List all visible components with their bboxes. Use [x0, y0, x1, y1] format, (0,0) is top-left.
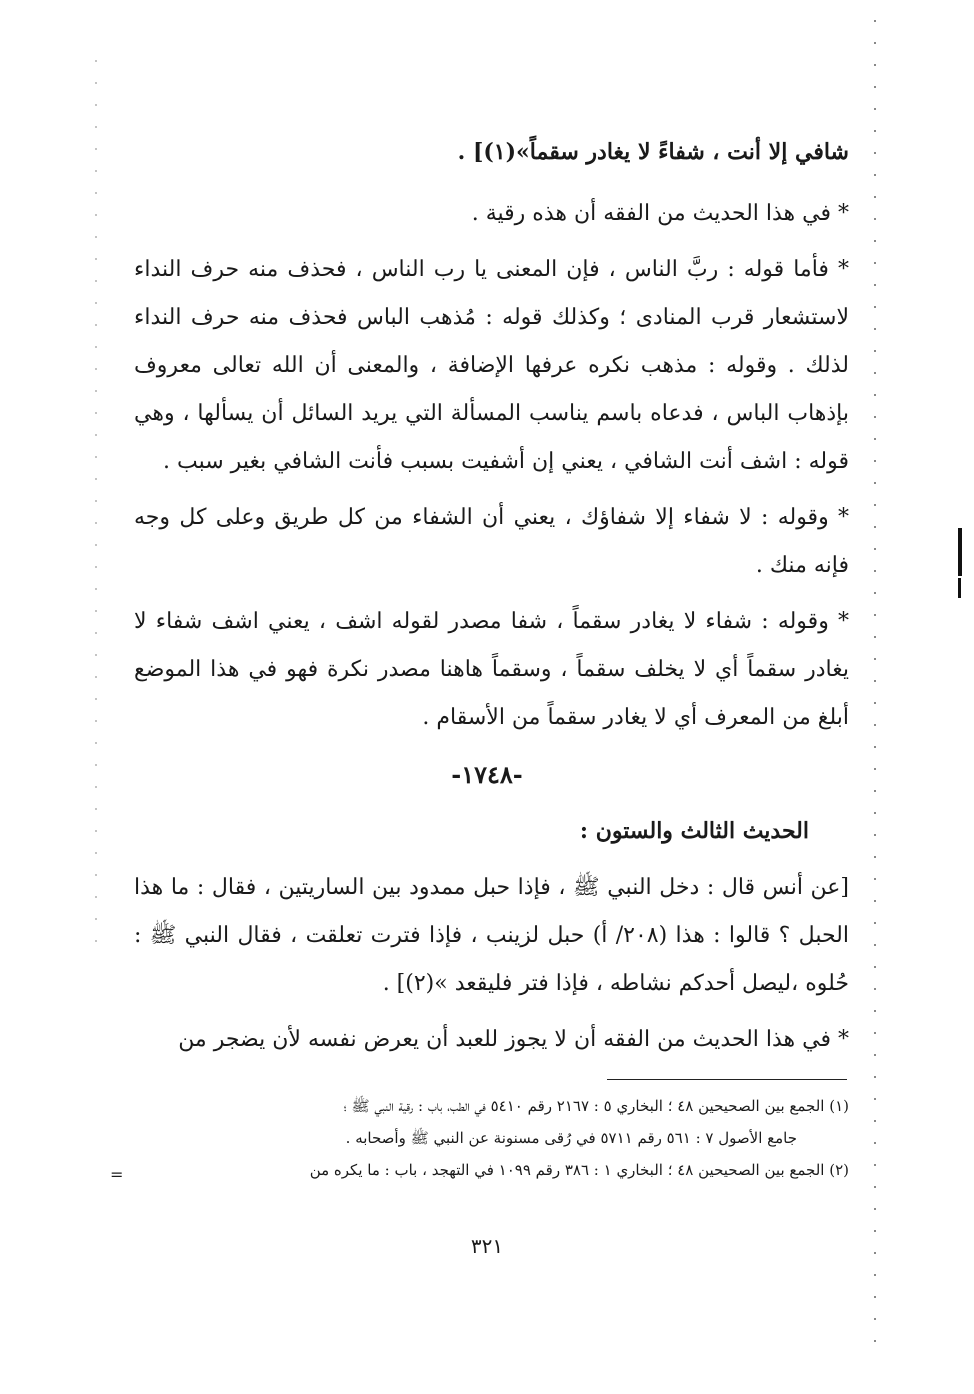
footnote-2-line-1: (٢) الجمع بين الصحيحين ٤٨ ؛ البخاري ١ : ٣٨٦ رقم ١٠٩٩ في التهجد ، باب : ما يكره من [309, 1161, 849, 1179]
scan-edge-dots-right [874, 20, 876, 1360]
section-heading: الحديث الثالث والستون : [579, 818, 809, 844]
footnote-1-line-1: (١) الجمع بين الصحيحين ٤٨ ؛ البخاري ٥ : ٢١٦٧ رقم ٥٤١٠ في الطب، باب : رقية النبي ﷺ ؛ [343, 1097, 849, 1115]
footnote-continuation-mark: = [110, 1165, 124, 1184]
paragraph-5: [عن أنس قال : دخل النبي ﷺ ، فإذا حبل ممدود بين الساريتين ، فقال : ما هذا الحبل ؟ قالوا : هذا (٢٠٨/ أ) حبل لزينب ، فإذا فترت تعلقت ، فقال النبي ﷺ : حُلوه ،ليصل أحدكم نشاطه ، فإذا فتر فليقعد »(٢)] . [134, 875, 849, 996]
page-number: ٣٢١ [470, 1234, 504, 1258]
paragraph-6: * في هذا الحديث من الفقه أن لا يجوز للعبد أن يعرض نفسه لأن يضجر من [178, 1027, 849, 1052]
footnote-divider [607, 1079, 847, 1080]
scan-edge-mark-lower [958, 578, 961, 598]
paragraph-4: * وقوله : شفاء لا يغادر سقماً ، شفا مصدر لقوله اشف ، يعني اشف شفاء لا يغادر سقماً أي لا يخلف سقماً ، وسقماً هاهنا مصدر نكرة فهو في هذا الموضع أبلغ من المعرف أي لا يغادر سقماً من الأسقام . [134, 609, 849, 730]
hadith-number: -١٧٤٨- [451, 760, 523, 789]
text-line-top: شافي إلا أنت ، شفاءً لا يغادر سقماً»(١)] . [457, 139, 849, 165]
scan-edge-mark [958, 528, 962, 576]
footnotes [129, 1090, 849, 1186]
paragraph-2: * فأما قوله : ربَّ الناس ، فإن المعنى يا رب الناس ، فحذف منه حرف النداء لاستشعار قرب المنادى ؛ وكذلك قوله : مُذهب الباس فحذف منه حرف النداء لذلك . وقوله : مذهب نكره عرفها الإضافة ، والمعنى أن الله تعالى معروف بإذهاب الباس ، فدعاه باسم يناسب المسألة التي يريد السائل أن يسألها ، وهي قوله : اشف أنت الشافي ، يعني إن أشفيت بسبب فأنت الشافي بغير سبب . [134, 257, 849, 474]
paragraph-3: * وقوله : لا شفاء إلا شفاؤك ، يعني أن الشفاء من كل طريق وعلى كل وجه فإنه منك . [134, 505, 849, 578]
scan-edge-dots-left [95, 60, 97, 960]
paragraph-1: * في هذا الحديث من الفقه أن هذه رقية . [471, 201, 849, 226]
footnote-1-line-2: جامع الأصول ٧ : ٥٦١ رقم ٥٧١١ في رُقى مسنونة عن النبي ﷺ وأصحابه . [345, 1129, 797, 1147]
